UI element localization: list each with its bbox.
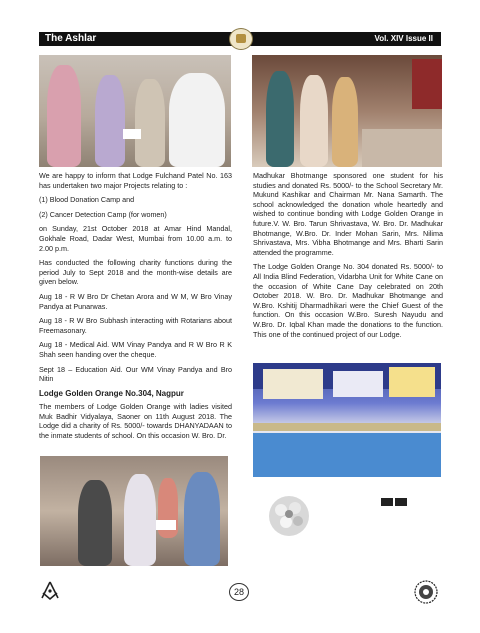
- paragraph: (2) Cancer Detection Camp (for women): [39, 209, 167, 219]
- photo-education-aid: [40, 456, 228, 566]
- section-heading: Lodge Golden Orange No.304, Nagpur: [39, 388, 184, 398]
- right-column-text: [253, 171, 443, 344]
- paragraph: Aug 18 - Medical Aid. WM Vinay Pandya and R W Bro R K Shah seen handing over the cheque.: [39, 340, 232, 359]
- photo-white-cane-day: [253, 363, 441, 477]
- paragraph: We are happy to inform that Lodge Fulchand Patel No. 163 has undertaken two major Projects relating to :: [39, 171, 232, 190]
- page-number: 28: [229, 583, 249, 601]
- photo-school-visit: [252, 55, 442, 167]
- paragraph: The members of Lodge Golden Orange with ladies visited Muk Badhir Vidyalaya, Saoner on 11th August 2018. The Lodge did a charity of Rs. 5000/- towards DHANYADAAN to the inmate students of school. On this occasion W. Bro. Dr.: [39, 402, 232, 441]
- paragraph: Has conducted the following charity functions during the period July to Sept 2018 and the month-wise details are given below.: [39, 258, 232, 287]
- left-column-text: [39, 171, 232, 446]
- lodge-emblem-icon: [229, 28, 253, 50]
- paragraph: Aug 18 - R W Bro Subhash interacting with Rotarians about Freemasonary.: [39, 316, 232, 335]
- paragraph: The Lodge Golden Orange No. 304 donated Rs. 5000/- to All India Blind Federation, Vidarbha Unit for White Cane on the occasion of White Cane Day celebrated on 20th October 2018. W. Bro. Dr. Madhukar Bhotmange and W.Bro. Kshitij Dharmadhikari were the Chief Guest of the function. On this occasion W.Bro. Suresh Nayudu and W.Bro. Dr. Iqbal Khan made the donations to the function. This one of the continued project of our Lodge.: [253, 262, 443, 339]
- magazine-title: The Ashlar: [45, 33, 97, 44]
- paragraph: Aug 18 - R W Bro Dr Chetan Arora and W M, W Bro Vinay Pandya at Punarwas.: [39, 291, 232, 311]
- paragraph: on Sunday, 21st October 2018 at Amar Hind Mandal, Gokhale Road, Dadar West, Mumbai from 10.00 a.m. to 2.00 p.m.: [39, 224, 232, 253]
- end-marker-icon: [381, 493, 409, 511]
- paragraph: Madhukar Bhotmange sponsored one student for his studies and donated Rs. 5000/- to the School Secretary Mr. Mukund Kashikar and Chairman Mr. Nana Samarth. The school acknowledged the donation whole heartedly and wished to continue bonding with Lodge Golden Orange in future.V. W. Bro. Tarun Shrivastava, W. Bro. Dr. Madhukar Bhotmange, W.Bro. Dr. Inder Mohan Sarin, Mrs. Nilima Shrivastava, Mrs. Vibha Bhotmange and Mrs. Bharti Sarin attended the programme.: [253, 171, 443, 257]
- paragraph: Sept 18 – Education Aid. Our WM Vinay Pandya and Bro Nitin: [39, 364, 232, 384]
- photo-cheque-handover: [39, 55, 231, 167]
- lodge-seal-icon: [414, 580, 438, 604]
- flower-bouquet-icon: [264, 492, 314, 540]
- square-and-compass-icon: [39, 581, 61, 601]
- paragraph: (1) Blood Donation Camp and: [39, 195, 135, 205]
- issue-label: Vol. XIV Issue II: [374, 34, 433, 43]
